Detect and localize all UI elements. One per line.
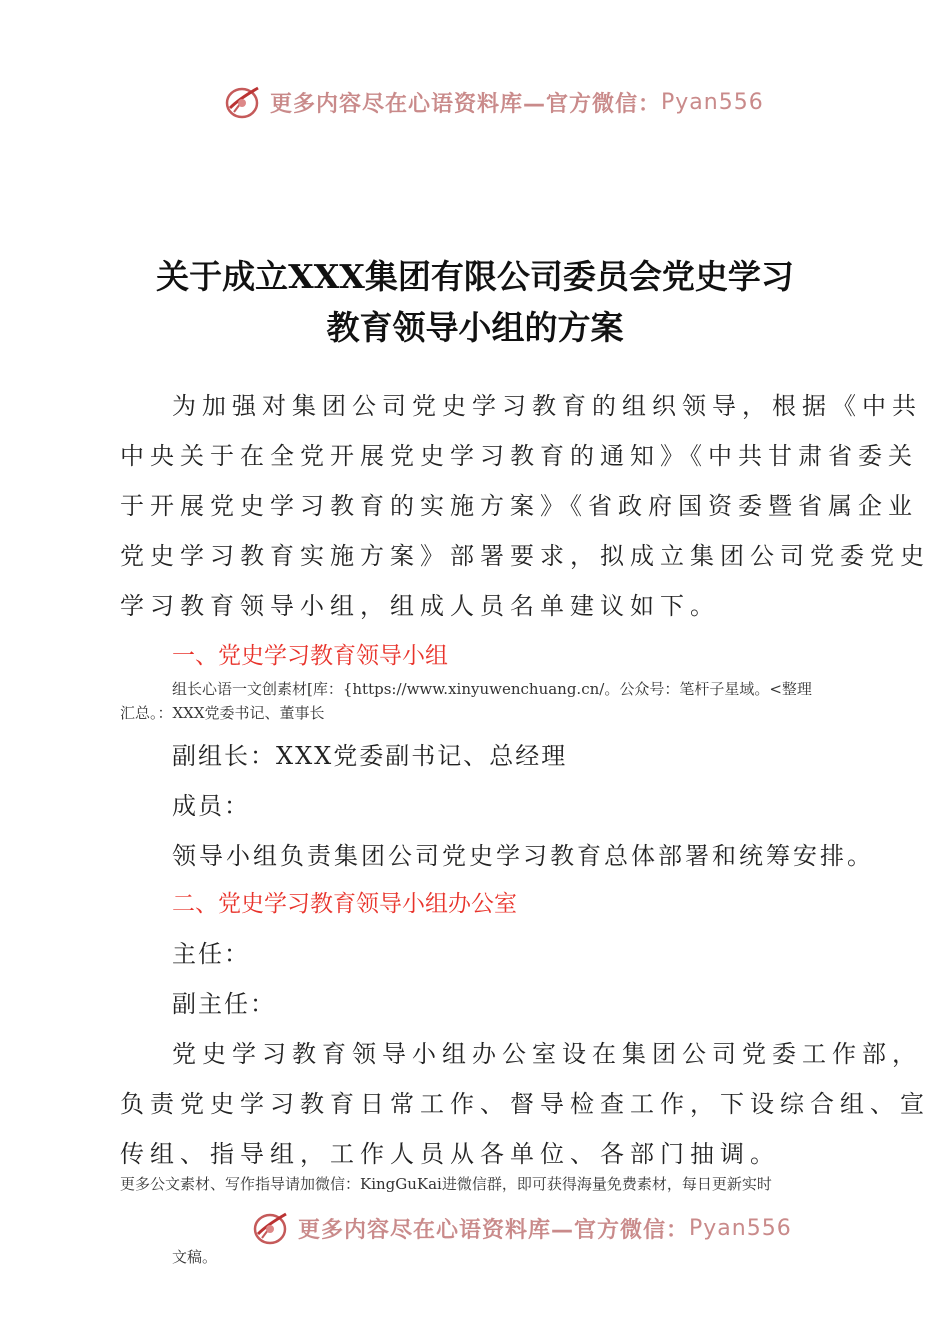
intro-line: 中央关于在全党开展党史学习教育的通知》《中共甘肃省委关 <box>120 442 918 470</box>
office-body-line: 负责党史学习教育日常工作、督导检查工作，下设综合组、宣 <box>120 1090 930 1118</box>
deputy-leader-line: 副组长：XXX党委副书记、总经理 <box>172 742 568 770</box>
pen-logo-icon <box>250 1208 292 1248</box>
leader-line-1: 组长心语一文创素材[库：{https://www.xinyuwenchuang.cn/。公众号：笔杆子星域。<整理 <box>172 680 812 698</box>
footer-line-1: 更多公文素材、写作指导请加微信：KingGuKai进微信群，即可获得海量免费素材，每日更新实时 <box>120 1175 772 1193</box>
deputy-director-line: 副主任： <box>172 990 276 1018</box>
footer-line-2: 文稿。 <box>172 1248 218 1266</box>
leader-line-2: 汇总。：XXX党委书记、董事长 <box>120 704 325 722</box>
watermark-banner-bottom <box>250 1208 792 1248</box>
office-body-line: 传组、指导组，工作人员从各单位、各部门抽调。 <box>120 1140 780 1168</box>
watermark-text: 更多内容尽在心语资料库—官方微信： <box>270 91 662 117</box>
watermark-id: Pyan556 <box>661 89 764 115</box>
intro-line: 学习教育领导小组，组成人员名单建议如下。 <box>120 592 720 620</box>
duty-line: 领导小组负责集团公司党史学习教育总体部署和统筹安排。 <box>172 842 874 870</box>
intro-line: 党史学习教育实施方案》部署要求，拟成立集团公司党委党史 <box>120 542 930 570</box>
section-heading-1: 一、党史学习教育领导小组 <box>172 643 448 669</box>
document-title-line-2: 教育领导小组的方案 <box>326 308 624 347</box>
document-title-line-1: 关于成立XXX集团有限公司委员会党史学习 <box>156 257 794 296</box>
watermark-id: Pyan556 <box>689 1215 792 1241</box>
intro-line: 为加强对集团公司党史学习教育的组织领导，根据《中共 <box>172 392 922 420</box>
members-line: 成员： <box>172 792 250 820</box>
watermark-banner-top <box>222 82 764 122</box>
director-line: 主任： <box>172 940 250 968</box>
watermark-text: 更多内容尽在心语资料库—官方微信： <box>298 1217 690 1243</box>
intro-line: 于开展党史学习教育的实施方案》《省政府国资委暨省属企业 <box>120 492 918 520</box>
section-heading-2: 二、党史学习教育领导小组办公室 <box>172 891 517 917</box>
office-body-line: 党史学习教育领导小组办公室设在集团公司党委工作部， <box>172 1040 922 1068</box>
pen-logo-icon <box>222 82 264 122</box>
